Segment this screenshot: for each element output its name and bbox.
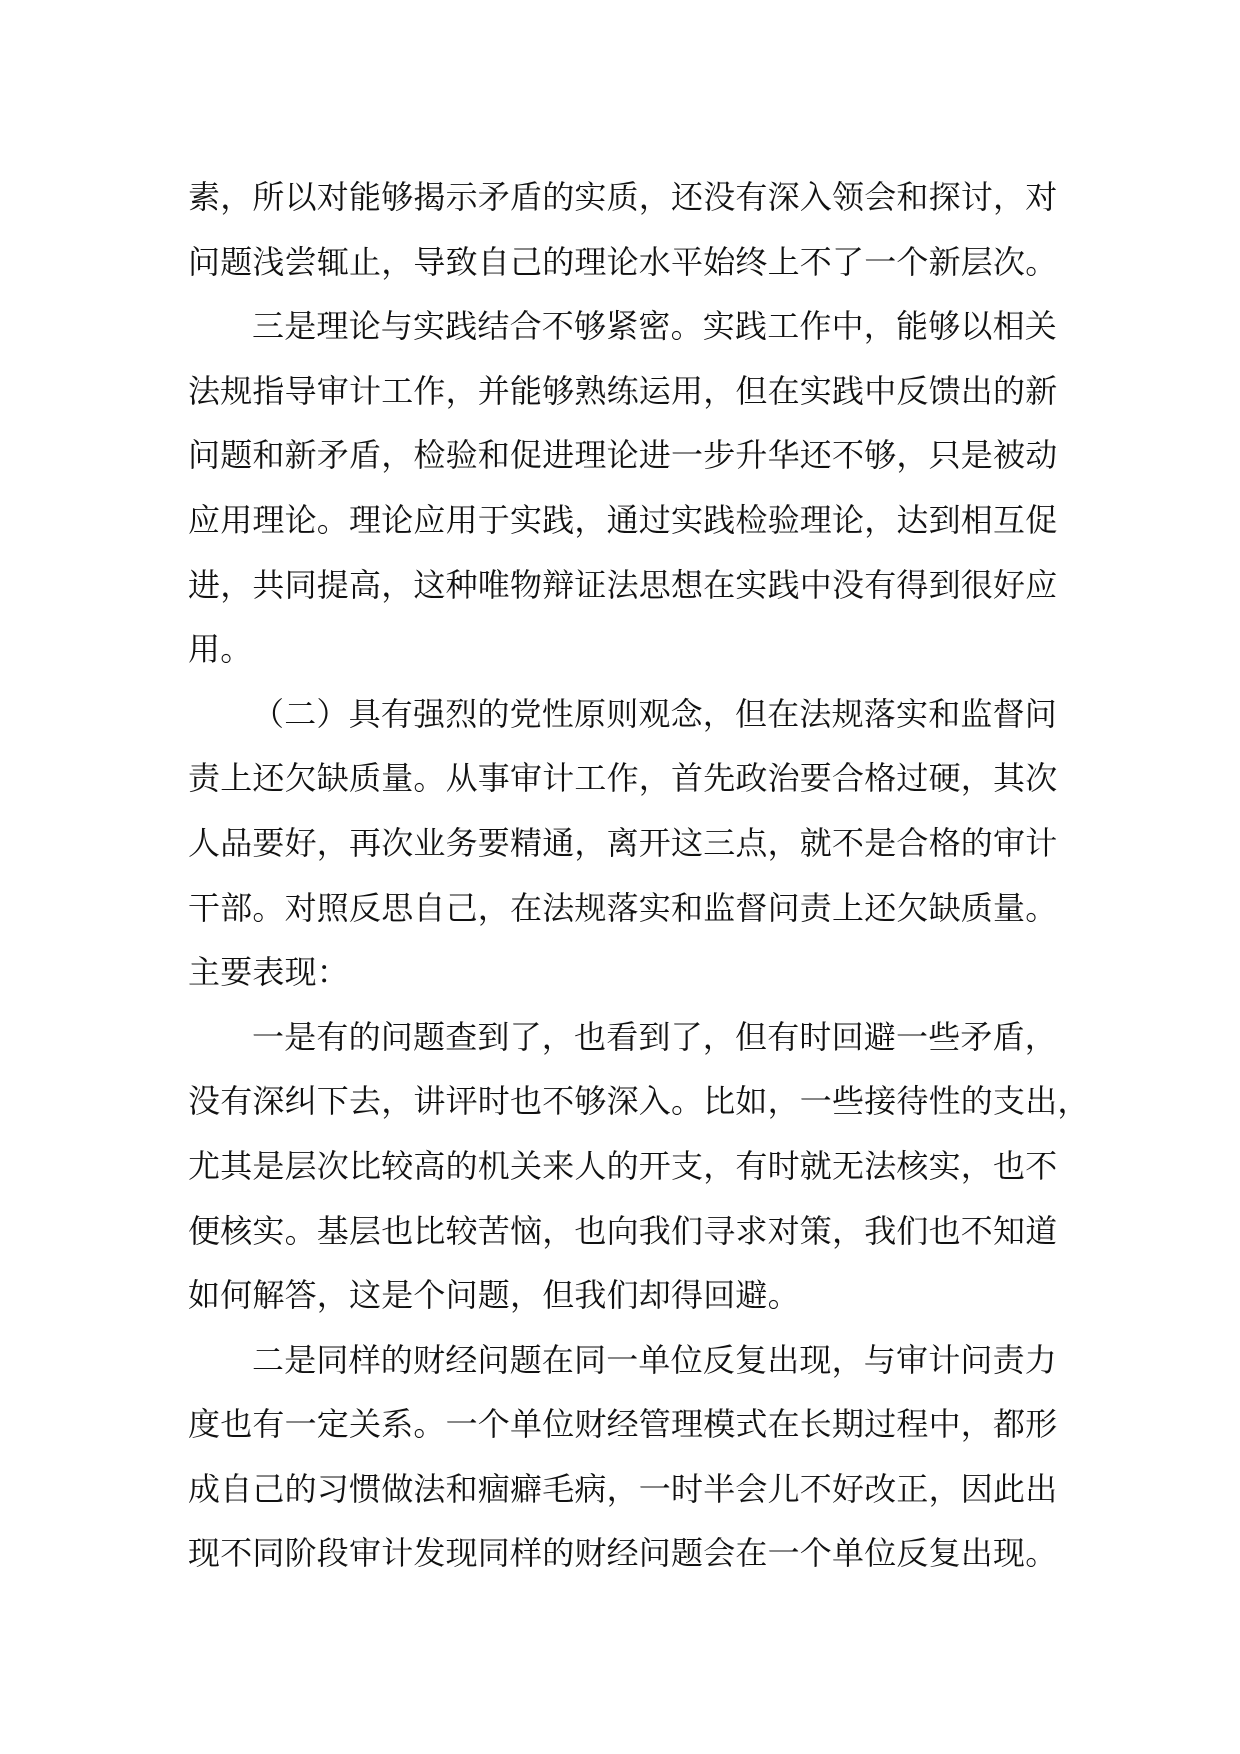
text-line: 用。 <box>188 630 253 669</box>
text-line: 素，所以对能够揭示矛盾的实质，还没有深入领会和探讨，对 <box>188 178 1058 216</box>
text-line: 责上还欠缺质量。从事审计工作，首先政治要合格过硬，其次 <box>188 759 1058 798</box>
text-line: 成自己的习惯做法和痼癖毛病，一时半会儿不好改正，因此出 <box>188 1469 1058 1508</box>
text-line: 进，共同提高，这种唯物辩证法思想在实践中没有得到很好应 <box>188 565 1058 604</box>
text-line: 现不同阶段审计发现同样的财经问题会在一个单位反复出现。 <box>188 1534 1058 1573</box>
text-line: （二）具有强烈的党性原则观念，但在法规落实和监督问 <box>252 694 1058 733</box>
text-line: 干部。对照反思自己，在法规落实和监督问责上还欠缺质量。 <box>188 888 1058 927</box>
text-line: 二是同样的财经问题在同一单位反复出现，与审计问责力 <box>252 1340 1058 1379</box>
text-line: 问题和新矛盾，检验和促进理论进一步升华还不够，只是被动 <box>188 436 1058 475</box>
text-line: 如何解答，这是个问题，但我们却得回避。 <box>188 1276 800 1315</box>
text-line: 问题浅尝辄止，导致自己的理论水平始终上不了一个新层次。 <box>188 242 1058 281</box>
text-line: 应用理论。理论应用于实践，通过实践检验理论，达到相互促 <box>188 500 1058 539</box>
text-line: 便核实。基层也比较苦恼，也向我们寻求对策，我们也不知道 <box>188 1211 1058 1250</box>
text-line: 没有深纠下去，讲评时也不够深入。比如，一些接待性的支出， <box>188 1082 1090 1121</box>
text-line: 一是有的问题查到了，也看到了，但有时回避一些矛盾， <box>252 1017 1058 1056</box>
text-line: 主要表现： <box>188 953 350 992</box>
document-body <box>188 165 1090 1586</box>
text-line: 度也有一定关系。一个单位财经管理模式在长期过程中，都形 <box>188 1405 1058 1444</box>
text-line: 法规指导审计工作，并能够熟练运用，但在实践中反馈出的新 <box>188 371 1058 410</box>
text-line: 三是理论与实践结合不够紧密。实践工作中，能够以相关 <box>252 307 1058 346</box>
text-line: 人品要好，再次业务要精通，离开这三点，就不是合格的审计 <box>188 823 1058 862</box>
text-line: 尤其是层次比较高的机关来人的开支，有时就无法核实，也不 <box>188 1146 1058 1185</box>
